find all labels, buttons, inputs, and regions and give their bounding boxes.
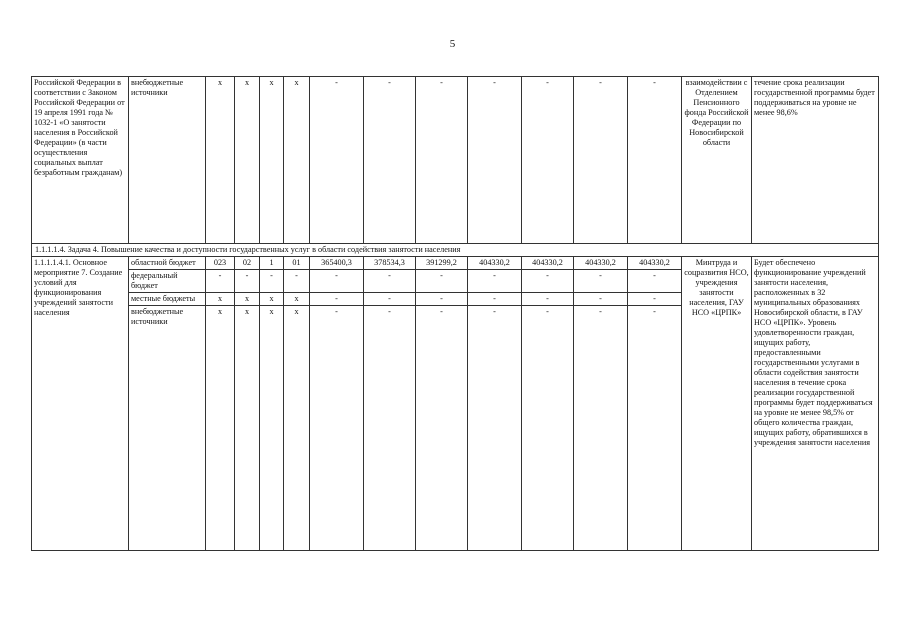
value-cell: -	[628, 293, 682, 306]
value-cell: -	[522, 306, 574, 551]
funding-source-cell: федеральный бюджет	[129, 270, 206, 293]
code-cell: x	[284, 77, 310, 244]
value-cell: 404330,2	[468, 257, 522, 270]
code-cell: x	[260, 77, 284, 244]
code-cell: x	[260, 306, 284, 551]
value-cell: -	[310, 77, 364, 244]
value-cell: -	[310, 306, 364, 551]
code-cell: 01	[284, 257, 310, 270]
code-cell: 023	[206, 257, 235, 270]
value-cell: -	[310, 270, 364, 293]
funding-source-cell: внебюджетные источники	[129, 306, 206, 551]
result-cell: течение срока реализации государственной программы будет поддерживаться на уровне не менее 98,6%	[752, 77, 879, 244]
code-cell: x	[206, 293, 235, 306]
code-cell: x	[284, 306, 310, 551]
funding-source-cell: внебюджетные источники	[129, 77, 206, 244]
program-table	[31, 76, 879, 551]
value-cell: -	[310, 293, 364, 306]
code-cell: -	[284, 270, 310, 293]
activity-cell: 1.1.1.1.4.1. Основное мероприятие 7. Создание условий для функционирования учреждений занятости населения	[32, 257, 129, 551]
code-cell: x	[235, 306, 260, 551]
value-cell: -	[364, 293, 416, 306]
value-cell: 391299,2	[416, 257, 468, 270]
value-cell: -	[468, 293, 522, 306]
code-cell: x	[206, 306, 235, 551]
value-cell: -	[522, 77, 574, 244]
executor-cell: Минтруда и соцразвития НСО, учреждения занятости населения, ГАУ НСО «ЦРПК»	[682, 257, 752, 551]
value-cell: -	[522, 270, 574, 293]
value-cell: -	[416, 77, 468, 244]
value-cell: -	[628, 77, 682, 244]
value-cell: -	[574, 77, 628, 244]
code-cell: -	[235, 270, 260, 293]
task-heading: 1.1.1.1.4. Задача 4. Повышение качества и доступности государственных услуг в области содействия занятости населения	[32, 244, 879, 257]
value-cell: -	[416, 306, 468, 551]
executor-cell: взаимодействии с Отделением Пенсионного фонда Российской Федерации по Новосибирской области	[682, 77, 752, 244]
value-cell: -	[628, 306, 682, 551]
funding-source-cell: местные бюджеты	[129, 293, 206, 306]
value-cell: 404330,2	[574, 257, 628, 270]
value-cell: -	[468, 270, 522, 293]
value-cell: 365400,3	[310, 257, 364, 270]
value-cell: -	[628, 270, 682, 293]
value-cell: -	[416, 293, 468, 306]
value-cell: -	[468, 306, 522, 551]
funding-source-cell: областной бюджет	[129, 257, 206, 270]
value-cell: -	[416, 270, 468, 293]
value-cell: 404330,2	[522, 257, 574, 270]
value-cell: 404330,2	[628, 257, 682, 270]
page-number: 5	[449, 38, 456, 50]
value-cell: -	[364, 306, 416, 551]
table-row	[32, 257, 879, 270]
value-cell: -	[574, 270, 628, 293]
value-cell: -	[468, 77, 522, 244]
code-cell: 1	[260, 257, 284, 270]
value-cell: -	[574, 293, 628, 306]
value-cell: -	[522, 293, 574, 306]
activity-cell: Российской Федерации в соответствии с Законом Российской Федерации от 19 апреля 1991 года № 1032-1 «О занятости населения в Российской Федерации» (в части осуществления социальных выплат безработным гражданам)	[32, 77, 129, 244]
code-cell: x	[235, 293, 260, 306]
result-cell: Будет обеспечено функционирование учреждений занятости населения, расположенных в 32 муниципальных образованиях Новосибирской области, в ГАУ НСО «ЦРПК». Уровень удовлетворенности граждан, ищущих работу, предоставленными государственными услугами в области содействия занятости населения в течение срока реализации государственной программы будет поддерживаться на уровне не менее 98,5% от общего количества граждан, ищущих работу, обратившихся в учреждения занятости населения	[752, 257, 879, 551]
code-cell: x	[260, 293, 284, 306]
task-row	[32, 244, 879, 257]
code-cell: 02	[235, 257, 260, 270]
code-cell: x	[206, 77, 235, 244]
table-row	[32, 77, 879, 244]
code-cell: -	[260, 270, 284, 293]
value-cell: -	[574, 306, 628, 551]
value-cell: 378534,3	[364, 257, 416, 270]
code-cell: x	[235, 77, 260, 244]
value-cell: -	[364, 270, 416, 293]
value-cell: -	[364, 77, 416, 244]
code-cell: x	[284, 293, 310, 306]
code-cell: -	[206, 270, 235, 293]
